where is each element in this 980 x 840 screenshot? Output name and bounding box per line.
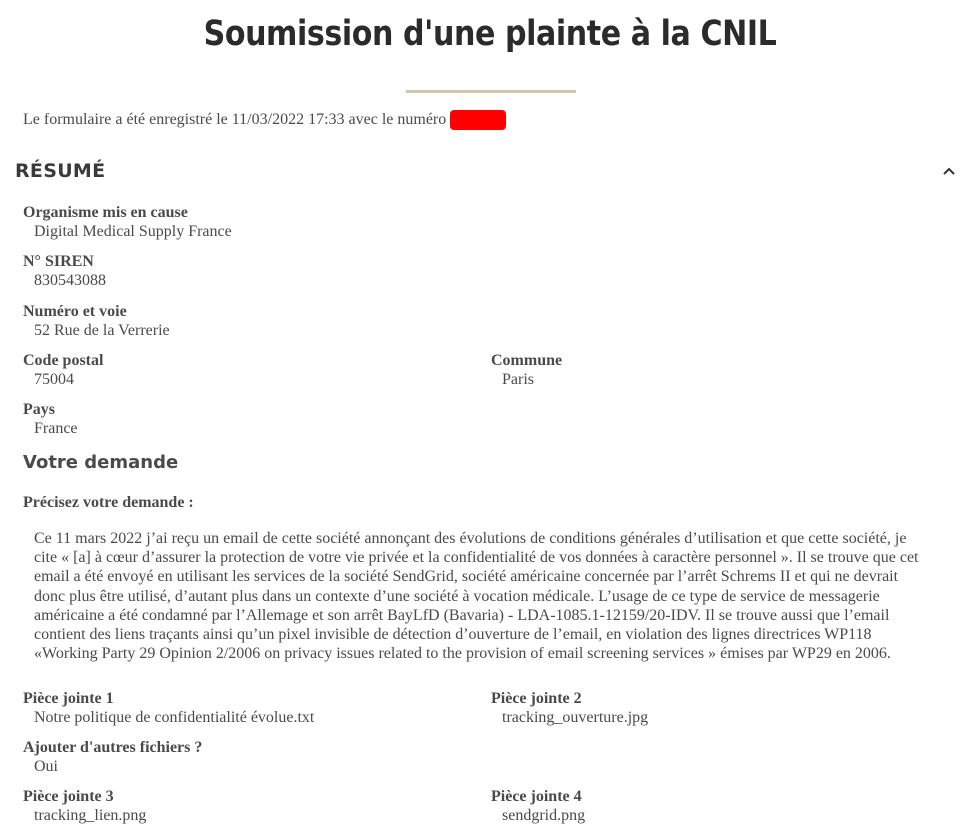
field-label: Pièce jointe 3 <box>23 788 114 805</box>
chevron-up-icon[interactable] <box>938 160 960 182</box>
field-value: tracking_lien.png <box>34 807 147 824</box>
field-label: Pièce jointe 2 <box>491 690 582 707</box>
field-value: 830543088 <box>34 272 106 289</box>
field-value: sendgrid.png <box>502 807 586 824</box>
field-label: Organisme mis en cause <box>23 204 188 221</box>
field-voie <box>23 302 170 340</box>
field-label: Pays <box>23 401 55 418</box>
field-piece-jointe-4 <box>491 787 585 825</box>
field-label: Pièce jointe 1 <box>23 690 114 707</box>
request-text: Ce 11 mars 2022 j’ai reçu un email de cette société annonçant des évolutions de conditions générales d’utilisation et que cette société, je cite « [a] à cœur d’assurer la protection de votre vie privée et la confidentialité de vos données à caractère personnel ». Il se trouve que cet email a été envoyé en utilisant les services de la société SendGrid, société américaine concernée par l’arrêt Schrems II et qui ne devrait donc plus être utilisé, d’autant plus dans un contexte d’une société à vocation médicale. L’usage de ce type de service de messagerie américaine a été condamné par l’Allemage et son arrêt BayLfD (Bavaria) - LDA-1085.1-12159/20-IDV. Il se trouve aussi que l’email contient des liens traçants ainsi qu’un pixel invisible de détection d’ouverture de l’email, en violation des lignes directrices WP118 «Working Party 29 Opinion 2/2006 on privacy issues related to the provision of email screening services » émises par WP29 en 2006. <box>34 530 919 663</box>
field-label: N° SIREN <box>23 253 94 270</box>
redacted-number <box>450 110 506 130</box>
field-code-postal <box>23 351 103 389</box>
saved-notice-text: Le formulaire a été enregistré le 11/03/2022 17:33 avec le numéro <box>23 111 447 128</box>
field-organisme <box>23 203 232 241</box>
field-label: Pièce jointe 4 <box>491 788 582 805</box>
field-value: Oui <box>34 758 58 775</box>
field-value: Paris <box>502 371 534 388</box>
request-question-label: Précisez votre demande : <box>23 494 194 511</box>
field-label: Commune <box>491 352 563 369</box>
field-piece-jointe-2 <box>491 689 648 727</box>
field-commune <box>491 351 562 389</box>
field-value: 75004 <box>34 371 74 388</box>
field-value: Digital Medical Supply France <box>34 223 232 240</box>
field-value: France <box>34 420 78 437</box>
field-label: Code postal <box>23 352 104 369</box>
field-label: Ajouter d'autres fichiers ? <box>23 739 203 756</box>
field-label: Numéro et voie <box>23 303 127 320</box>
field-pays <box>23 400 78 438</box>
saved-notice <box>23 110 506 130</box>
field-siren <box>23 252 106 290</box>
request-heading: Votre demande <box>23 452 179 473</box>
summary-heading: RÉSUMÉ <box>15 160 106 182</box>
field-value: Notre politique de confidentialité évolue.txt <box>34 709 315 726</box>
summary-section-header[interactable] <box>15 158 960 184</box>
field-value: 52 Rue de la Verrerie <box>34 322 170 339</box>
field-piece-jointe-1 <box>23 689 314 727</box>
field-autres-fichiers <box>23 738 202 776</box>
title-divider <box>406 90 576 93</box>
field-piece-jointe-3 <box>23 787 146 825</box>
page-title: Soumission d'une plainte à la CNIL <box>203 14 777 54</box>
field-value: tracking_ouverture.jpg <box>502 709 649 726</box>
